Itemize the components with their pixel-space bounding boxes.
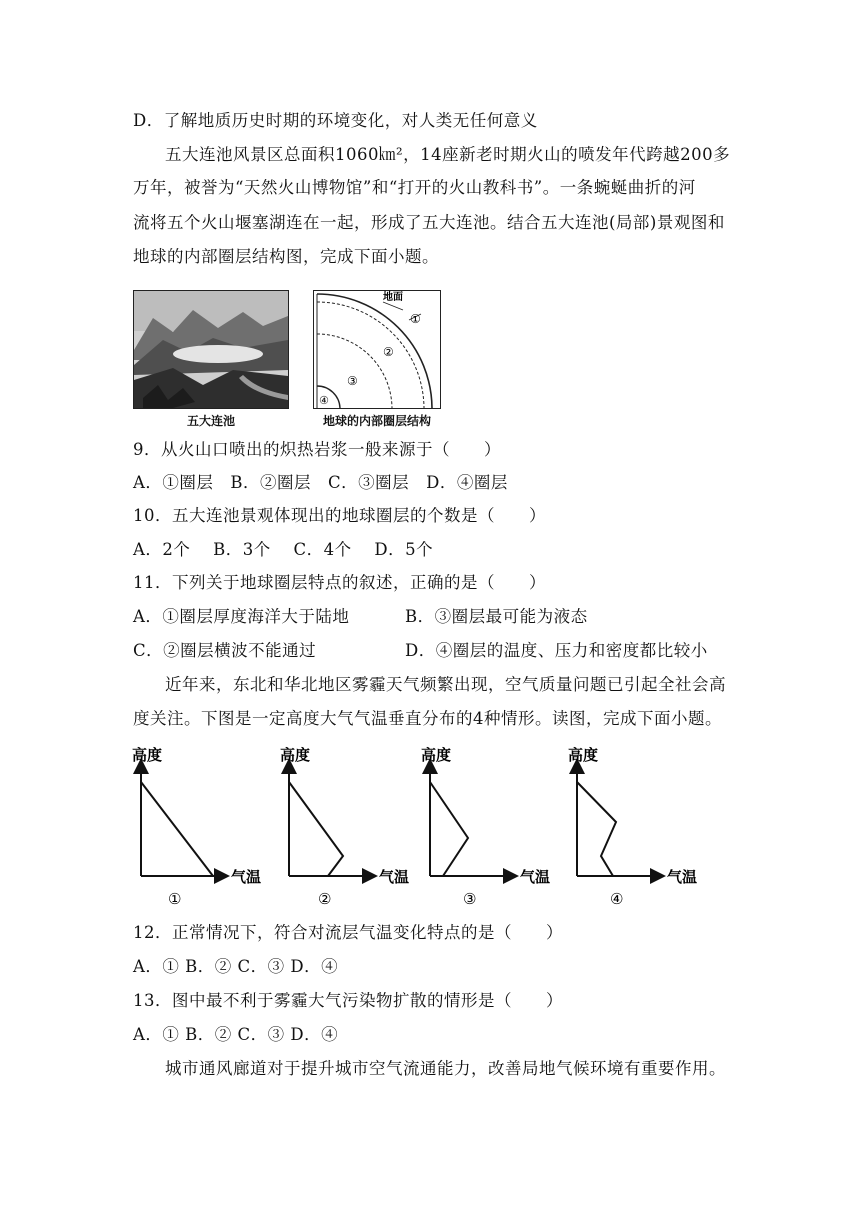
q13-stem: 13．图中最不利于雾霾大气污染物扩散的情形是（ ） [133,991,563,1010]
x-axis-label-4: 气温 [667,868,698,886]
q11-stem: 11．下列关于地球圈层特点的叙述，正确的是（ ） [133,573,546,592]
q11-option-a: A．①圈层厚度海洋大于陆地 [133,607,350,626]
q11-option-c: C．②圈层横波不能通过 [133,641,317,660]
temperature-profiles-figure [128,742,708,912]
passage1-line1: 五大连池风景区总面积1060㎞²，14座新老时期火山的喷发年代跨越200多 [165,145,731,164]
profile-line-3 [430,782,468,876]
panel-label-3: ③ [463,890,477,908]
landscape-photo [133,290,289,428]
profile-panel-2 [280,746,409,908]
x-axis-label-3: 气温 [520,868,551,886]
wudalianchi-photo-figure [133,290,289,428]
q10-stem: 10．五大连池景观体现出的地球圈层的个数是（ ） [133,506,546,525]
profile-panel-3 [421,746,550,908]
x-axis-label-2: 气温 [379,868,410,886]
profile-line-1 [141,782,213,876]
q12-options: A．① B．② C．③ D．④ [133,957,339,976]
layer-4-label: ④ [319,394,329,407]
q9-stem: 9．从火山口喷出的炽热岩浆一般来源于（ ） [133,440,501,459]
profile-line-2 [289,782,343,876]
photo-caption: 五大连池 [186,414,235,428]
panel-label-4: ④ [610,890,624,908]
y-axis-label-1: 高度 [132,746,163,764]
surface-label: 地面 [383,292,403,303]
earth-structure-figure [313,290,441,428]
q11-option-b: B．③圈层最可能为液态 [405,607,588,626]
diagram-caption: 地球的内部圈层结构 [322,414,431,428]
y-axis-label-2: 高度 [280,746,311,764]
panel-label-1: ① [168,890,182,908]
passage3-line1: 城市通风廊道对于提升城市空气流通能力，改善局地气候环境有重要作用。 [165,1059,726,1078]
panel-label-2: ② [318,890,332,908]
q12-stem: 12．正常情况下，符合对流层气温变化特点的是（ ） [133,923,563,942]
x-axis-label-1: 气温 [231,868,262,886]
q10-options: A．2个 B．3个 C．4个 D．5个 [133,540,434,559]
temperature-profiles-svg [128,742,708,912]
passage2-line2: 度关注。下图是一定高度大气气温垂直分布的4种情形。读图，完成下面小题。 [133,709,722,728]
q13-options: A．① B．② C．③ D．④ [133,1025,339,1044]
profile-panel-4 [568,746,697,908]
y-axis-label-4: 高度 [568,746,599,764]
passage1-line3: 流将五个火山堰塞湖连在一起，形成了五大连池。结合五大连池(局部)景观图和 [133,213,725,232]
earth-layers-diagram [313,290,441,410]
passage1-line4: 地球的内部圈层结构图，完成下面小题。 [133,247,439,266]
profile-line-4 [577,782,616,876]
layer-2-label: ② [383,345,394,359]
y-axis-label-3: 高度 [421,746,452,764]
profile-panel-1 [132,746,261,908]
q8-option-d: D．了解地质历史时期的环境变化，对人类无任何意义 [133,111,538,130]
passage2-line1: 近年来，东北和华北地区雾霾天气频繁出现，空气质量问题已引起全社会高 [165,675,726,694]
layer-3-label: ③ [347,374,358,388]
layer-1-label: ① [410,312,421,326]
passage1-line2: 万年，被誉为“天然火山博物馆”和“打开的火山教科书”。一条蜿蜒曲折的河 [133,178,696,197]
q9-options: A．①圈层 B．②圈层 C．③圈层 D．④圈层 [133,473,508,492]
q11-option-d: D．④圈层的温度、压力和密度都比较小 [405,641,708,660]
